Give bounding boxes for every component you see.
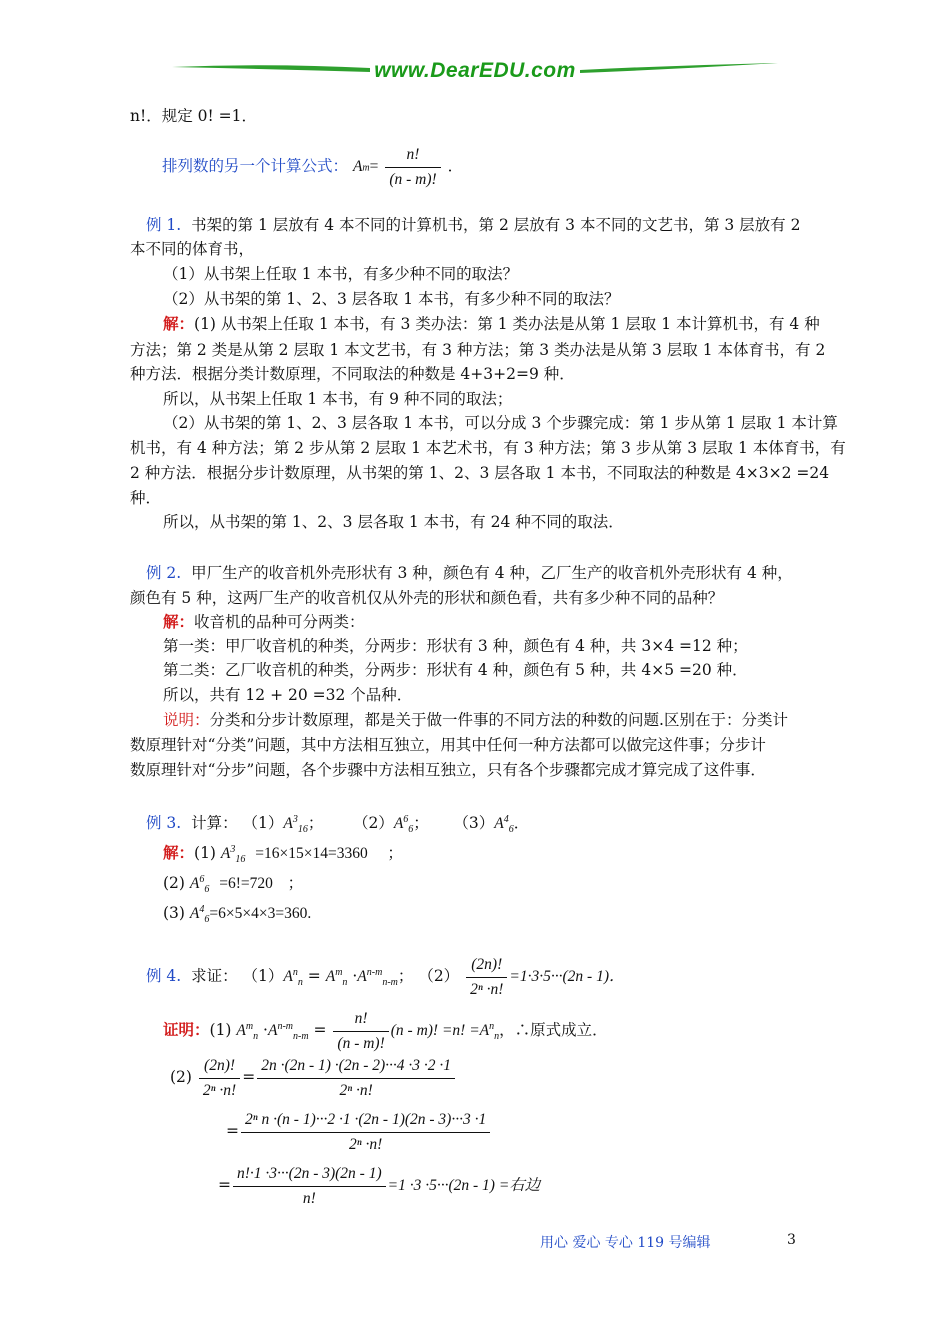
ex4-proof1: 证明：(1) $A^m_n \cdot A^{n-m}_{n-m}$ = $\frac{n!}{(n - m)!}$ (n - m)! =n! $=A^n_n$，∴原式成立． [163, 1002, 608, 1062]
ex1-sol-line3: 种方法．根据分类计数原理，不同取法的种数是 4+3+2=9 种． [130, 365, 575, 383]
formula-fraction: $\frac{n!}{(n - m)!}$ [385, 143, 440, 192]
ex2-note-2: 数原理针对“分类”问题，其中方法相互独立，用其中任何一种方法都可以做完这件事；分步计 [130, 736, 766, 754]
ex2-case1: 第一类：甲厂收音机的种类，分两步：形状有 3 种，颜色有 4 种，共 3×4 =12 种； [163, 637, 748, 655]
ex3-sol3: (3) $A^4_6=6\times 5\times 4\times 3=360$. [163, 904, 312, 926]
site-name: www.DearEDU.com [374, 59, 576, 82]
formula-label: 排列数的另一个计算公式： [162, 157, 349, 175]
ex4-label: 例 4. [146, 967, 182, 986]
ex4-proof2-step1: (2) $\frac{(2n)!}{\text{2ⁿ ·n!}}$ = $\frac{2n \cdot(2n - 1) \cdot(2n - 2)\cdot\cdot\cdot 4 \cdot 3 \cdot 2 \cdot 1}{\text{2ⁿ ·n!}}$ [170, 1052, 457, 1103]
ex1-question-cont: 本不同的体育书， [130, 240, 255, 258]
ex1-solution: 解：(1) 从书架上任取 1 本书，有 3 类办法：第 1 类办法是从第 1 层取 1 本计算机书，有 4 种 [163, 314, 820, 333]
ex4-proof2-step2: = $\frac{\text{2ⁿ n ·(n - 1)···2 ·1 ·(2n - 1)(2n - 3)···3 ·1}}{\text{2ⁿ ·n!}}$ [226, 1106, 492, 1157]
page-number: 3 [787, 1232, 796, 1248]
ex1-sol-b3: 2 种方法．根据分步计数原理，从书架的第 1、2、3 层各取 1 本书，不同取法的种数是 4×3×2 =24 [130, 464, 830, 482]
ex2-question-cont: 颜色有 5 种，这两厂生产的收音机仅从外壳的形状和颜色看，共有多少种不同的品种？ [130, 589, 724, 607]
ex1-sol-b1: （2）从书架的第 1、2、3 层各取 1 本书，可以分成 3 个步骤完成：第 1 步从第 1 层取 1 本计算 [163, 414, 838, 432]
ex3-sol1: 解：(1) $A^3_{16} =16\times 15\times 14=3360$ ； [163, 843, 403, 866]
ex3-label: 例 3. [146, 814, 182, 833]
ex3-question: 例 3. 计算： $(1)A^3_{16}$； $(2)A^6_6$； $(3)A^4_6$． [146, 814, 530, 836]
ex1-sol-line4: 所以，从书架上任取 1 本书，有 9 种不同的取法； [163, 390, 513, 408]
ex4-proof2-step3: = $\frac{n!\cdot 1 \cdot 3\cdot\cdot\cdot(2n - 3)(2n - 1)}{n!}$ =1 ·3 ·5···(2n - 1) =右边 [218, 1160, 540, 1211]
ex4-question: 例 4. 求证： $(1)A^n_n = A^m_n \cdot A^{n-m}_{n-m}$； （2） $\frac{(2n)!}{\text{2ⁿ ·n!}}$ =1·3·5···(2n - 1)． [146, 948, 625, 1008]
ex3-sol2: (2) $A^6_6 =6!=720$ ； [163, 874, 304, 896]
ex2-note-3: 数原理针对“分步”问题，各个步骤中方法相互独立，只有各个步骤都完成才算完成了这件事． [130, 761, 766, 779]
ex1-sol-b5: 所以，从书架的第 1、2、3 层各取 1 本书，有 24 种不同的取法． [163, 513, 624, 531]
footer-credit: 用心 爱心 专心 119 号编辑 [540, 1235, 711, 1251]
ex1-question: 例 1. 书架的第 1 层放有 4 本不同的计算机书，第 2 层放有 3 本不同的文艺书，第 3 层放有 2 [146, 216, 801, 234]
ex2-label: 例 2. [146, 564, 182, 582]
ex1-sol-b4: 种． [130, 489, 162, 507]
ex2-question: 例 2. 甲厂生产的收音机外壳形状有 3 种，颜色有 4 种，乙厂生产的收音机外壳形状有 4 种， [146, 564, 793, 582]
ex2-solution: 解：收音机的品种可分两类： [163, 612, 365, 631]
perm-formula: 排列数的另一个计算公式： $A_{^m}=$ $\frac{n!}{(n - m)!}$ ． [162, 142, 463, 197]
ex1-sub1: （1）从书架上任取 1 本书，有多少种不同的取法？ [163, 265, 519, 283]
factorial-line: n!．规定 0! =1． [130, 107, 258, 125]
ex1-sol-line2: 方法；第 2 类是从第 2 层取 1 本文艺书，有 3 种方法；第 3 类办法是从第 3 层取 1 本体育书，有 2 [130, 341, 826, 359]
ex2-case2: 第二类：乙厂收音机的种类，分两步：形状有 4 种，颜色有 5 种，共 4×5 =20 种． [163, 661, 748, 679]
ex1-label: 例 1. [146, 216, 182, 234]
ex1-sol-b2: 机书，有 4 种方法；第 2 步从第 2 层取 1 本艺术书，有 3 种方法；第 3 步从第 3 层取 1 本体育书，有 [130, 439, 846, 457]
page-header [170, 56, 780, 86]
ex2-note: 说明：分类和分步计数原理，都是关于做一件事的不同方法的种数的问题.区别在于：分类计 [163, 711, 788, 729]
ex1-sub2: （2）从书架的第 1、2、3 层各取 1 本书，有多少种不同的取法？ [163, 290, 620, 308]
ex2-total: 所以，共有 12 + 20 =32 个品种． [163, 686, 413, 704]
